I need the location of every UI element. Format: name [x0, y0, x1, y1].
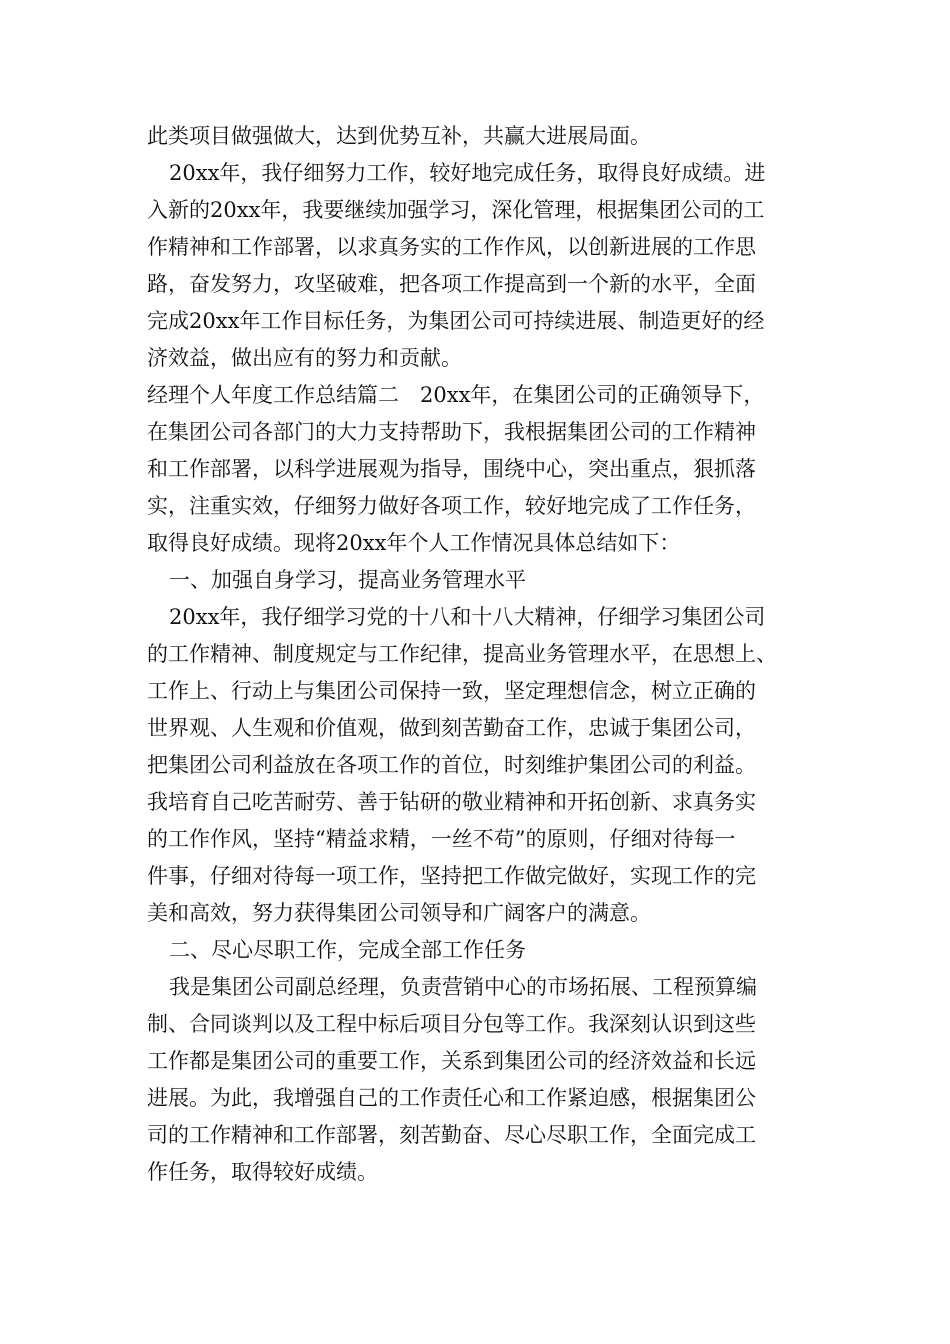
section-title-line: 经理个人年度工作总结篇二 20xx年，在集团公司的正确领导下， — [147, 383, 765, 407]
text-line: 路，奋发努力，攻坚破难，把各项工作提高到一个新的水平，全面 — [147, 272, 756, 296]
subheading-1: 一、加强自身学习，提高业务管理水平 — [169, 568, 526, 592]
body-text — [147, 118, 847, 1191]
text-line: 工作都是集团公司的重要工作，关系到集团公司的经济效益和长远 — [147, 1049, 756, 1073]
text-line: 我培育自己吃苦耐劳、善于钻研的敬业精神和开拓创新、求真务实 — [147, 790, 756, 814]
text-line: 的工作精神、制度规定与工作纪律，提高业务管理水平，在思想上、 — [147, 642, 777, 666]
text-line: 作任务，取得较好成绩。 — [147, 1160, 378, 1184]
text-line: 制、合同谈判以及工程中标后项目分包等工作。我深刻认识到这些 — [147, 1012, 756, 1036]
text-line: 济效益，做出应有的努力和贡献。 — [147, 346, 462, 370]
text-line: 进展。为此，我增强自己的工作责任心和工作紧迫感，根据集团公 — [147, 1086, 756, 1110]
text-line: 美和高效，努力获得集团公司领导和广阔客户的满意。 — [147, 901, 651, 925]
text-line: 取得良好成绩。现将20xx年个人工作情况具体总结如下： — [147, 531, 681, 555]
text-line: 作精神和工作部署，以求真务实的工作作风，以创新进展的工作思 — [147, 235, 756, 259]
subheading-2: 二、尽心尽职工作，完成全部工作任务 — [169, 938, 526, 962]
text-line: 工作上、行动上与集团公司保持一致，坚定理想信念，树立正确的 — [147, 679, 756, 703]
text-line: 实，注重实效，仔细努力做好各项工作，较好地完成了工作任务， — [147, 494, 756, 518]
text-line: 世界观、人生观和价值观，做到刻苦勤奋工作，忠诚于集团公司， — [147, 716, 756, 740]
text-line: 把集团公司利益放在各项工作的首位，时刻维护集团公司的利益。 — [147, 753, 756, 777]
text-line: 此类项目做强做大，达到优势互补，共赢大进展局面。 — [147, 124, 651, 148]
text-line: 完成20xx年工作目标任务，为集团公司可持续进展、制造更好的经 — [147, 309, 765, 333]
text-line: 件事，仔细对待每一项工作，坚持把工作做完做好，实现工作的完 — [147, 864, 756, 888]
text-line: 20xx年，我仔细努力工作，较好地完成任务，取得良好成绩。进 — [169, 161, 766, 185]
text-line: 入新的20xx年，我要继续加强学习，深化管理，根据集团公司的工 — [147, 198, 765, 222]
text-line: 我是集团公司副总经理，负责营销中心的市场拓展、工程预算编 — [169, 975, 757, 999]
text-line: 的工作作风，坚持“精益求精，一丝不苟”的原则，仔细对待每一 — [147, 827, 736, 851]
text-line: 和工作部署，以科学进展观为指导，围绕中心，突出重点，狠抓落 — [147, 457, 756, 481]
text-line: 司的工作精神和工作部署，刻苦勤奋、尽心尽职工作，全面完成工 — [147, 1123, 756, 1147]
text-line: 20xx年，我仔细学习党的十八和十八大精神，仔细学习集团公司 — [169, 605, 766, 629]
text-line: 在集团公司各部门的大力支持帮助下，我根据集团公司的工作精神 — [147, 420, 756, 444]
